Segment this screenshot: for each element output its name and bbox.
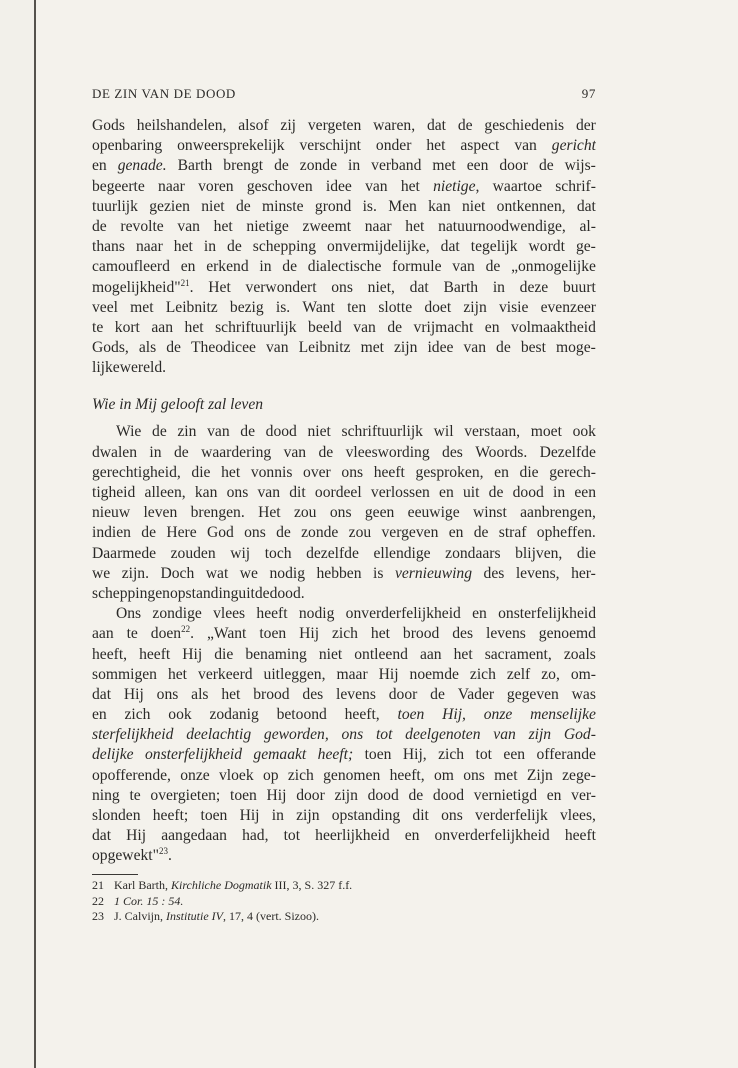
running-header <box>92 86 596 106</box>
text-line: Daarmede zouden wij toch dezelfde ellendige zondaars blijven, die <box>92 544 596 562</box>
text-line: we zijn. Doch wat we nodig hebben is vernieuwing des levens, her- <box>92 564 596 582</box>
text-line: nieuw leven brengen. Het zou ons geen eeuwige winst aanbrengen, <box>92 504 596 522</box>
footnote-number: 21 <box>92 878 104 892</box>
footnotes <box>92 878 596 925</box>
text-line: openbaring onweersprekelijk verschijnt onder het aspect van gericht <box>92 137 596 155</box>
paragraph <box>92 116 596 378</box>
section-heading: Wie in Mij gelooft zal leven <box>92 396 264 414</box>
text-line: opofferende, onze vloek op zich genomen heeft, om ons met Zijn zege- <box>92 766 596 784</box>
text-line: veel met Leibnitz bezig is. Want ten slotte doet zijn visie evenzeer <box>92 298 596 316</box>
text-line: lijke wereld. <box>92 359 167 377</box>
text-line: schepping en opstanding uit de dood. <box>92 584 305 602</box>
footnote-text: Institutie IV <box>166 909 224 923</box>
text-line: camoufleerd en erkend in de dialectische formule van de „onmogelijke <box>92 258 596 276</box>
footnote-number: 23 <box>92 909 104 923</box>
footnote-number: 22 <box>92 893 104 908</box>
text-line: ning te overgieten; toen Hij door zijn dood de dood vernietigd en ver- <box>92 786 596 804</box>
text-line: Gods heilshandelen, alsof zij vergeten waren, dat de geschiedenis der <box>92 117 596 134</box>
main-text <box>92 116 596 867</box>
text-line: dat Hij aangedaan had, tot heerlijkheid en onverderfelijkheid heeft <box>92 827 596 845</box>
text-line: dwalen in de waardering van de vleeswording des Woords. Dezelfde <box>92 443 596 461</box>
text-line: te kort aan het schriftuurlijk beeld van de vrijmacht en volmaaktheid <box>92 318 596 336</box>
footnote-text: J. Calvijn, <box>114 909 167 923</box>
text-line: indien de Here God ons de zonde zou vergeven en de straf opheffen. <box>92 524 596 542</box>
text-line: de revolte van het nietige zweemt naar het natuurnoodwendige, al- <box>92 217 596 235</box>
text-line: heeft, heeft Hij die benaming niet ontleend aan het sacrament, zoals <box>92 645 596 663</box>
paragraph <box>92 604 596 866</box>
text-line: tuurlijk gezien niet de minste grond is. Men kan niet ontkennen, dat <box>92 197 596 215</box>
footnote-text: 1 Cor. 15 : 54. <box>114 893 184 908</box>
page-edge <box>34 0 36 1068</box>
footnote-text: III, 3, S. 327 f.f. <box>271 878 353 892</box>
paragraph <box>92 422 596 604</box>
text-line: sterfelijkheid deelachtig geworden, ons tot deelgenoten van zijn God- <box>92 726 596 744</box>
text-line: mogelijkheid"$^{21}$. Het verwondert ons niet, dat Barth in deze buurt <box>92 277 596 296</box>
footnote-text: Karl Barth, <box>114 878 171 892</box>
footnote <box>92 909 596 925</box>
footnote-rule <box>92 874 138 875</box>
footnote-text: Kirchliche Dogmatik <box>170 878 272 892</box>
page-number: 97 <box>581 86 596 101</box>
footnote <box>92 894 596 910</box>
text-line: en zich ook zodanig betoond heeft, toen Hij, onze menselijke <box>92 706 596 724</box>
footnote-text: , 17, 4 (vert. Sizoo). <box>223 909 319 923</box>
text-line: aan te doen$^{22}$. „Want toen Hij zich het brood des levens genoemd <box>92 624 596 643</box>
text-line: tigheid alleen, kan ons van dit oordeel verlossen en uit de dood in een <box>92 484 596 501</box>
text-line: slonden heeft; toen Hij in zijn opstanding dit ons verderfelijk vlees, <box>92 807 596 824</box>
text-line: en genade. Barth brengt de zonde in verband met een door de wijs- <box>92 157 596 175</box>
text-line: thans naar het in de schepping onvermijdelijke, dat tegelijk wordt ge- <box>92 238 596 256</box>
text-line: opgewekt"$^{23}$. <box>92 846 172 865</box>
text-line: Wie de zin van de dood niet schriftuurlijk wil verstaan, moet ook <box>116 423 596 441</box>
text-line: gerechtigheid, die het vonnis over ons heeft gesproken, en die gerech- <box>92 463 596 481</box>
text-line: delijke onsterfelijkheid gemaakt heeft; toen Hij, zich tot een offerande <box>92 746 596 764</box>
text-line: begeerte naar voren geschoven idee van het nietige, waartoe schrif- <box>92 177 596 195</box>
text-line: Ons zondige vlees heeft nodig onverderfelijkheid en onsterfelijkheid <box>116 605 596 623</box>
text-line: Gods, als de Theodicee van Leibnitz met zijn idee van de best moge- <box>92 339 596 357</box>
text-line: dat Hij ons als het brood des levens door de Vader gegeven was <box>92 685 596 703</box>
text-line: sommigen het verkeerd uitleggen, maar Hij noemde zich zelf zo, om- <box>92 665 596 683</box>
footnote <box>92 878 596 894</box>
running-title: DE ZIN VAN DE DOOD <box>92 86 236 101</box>
